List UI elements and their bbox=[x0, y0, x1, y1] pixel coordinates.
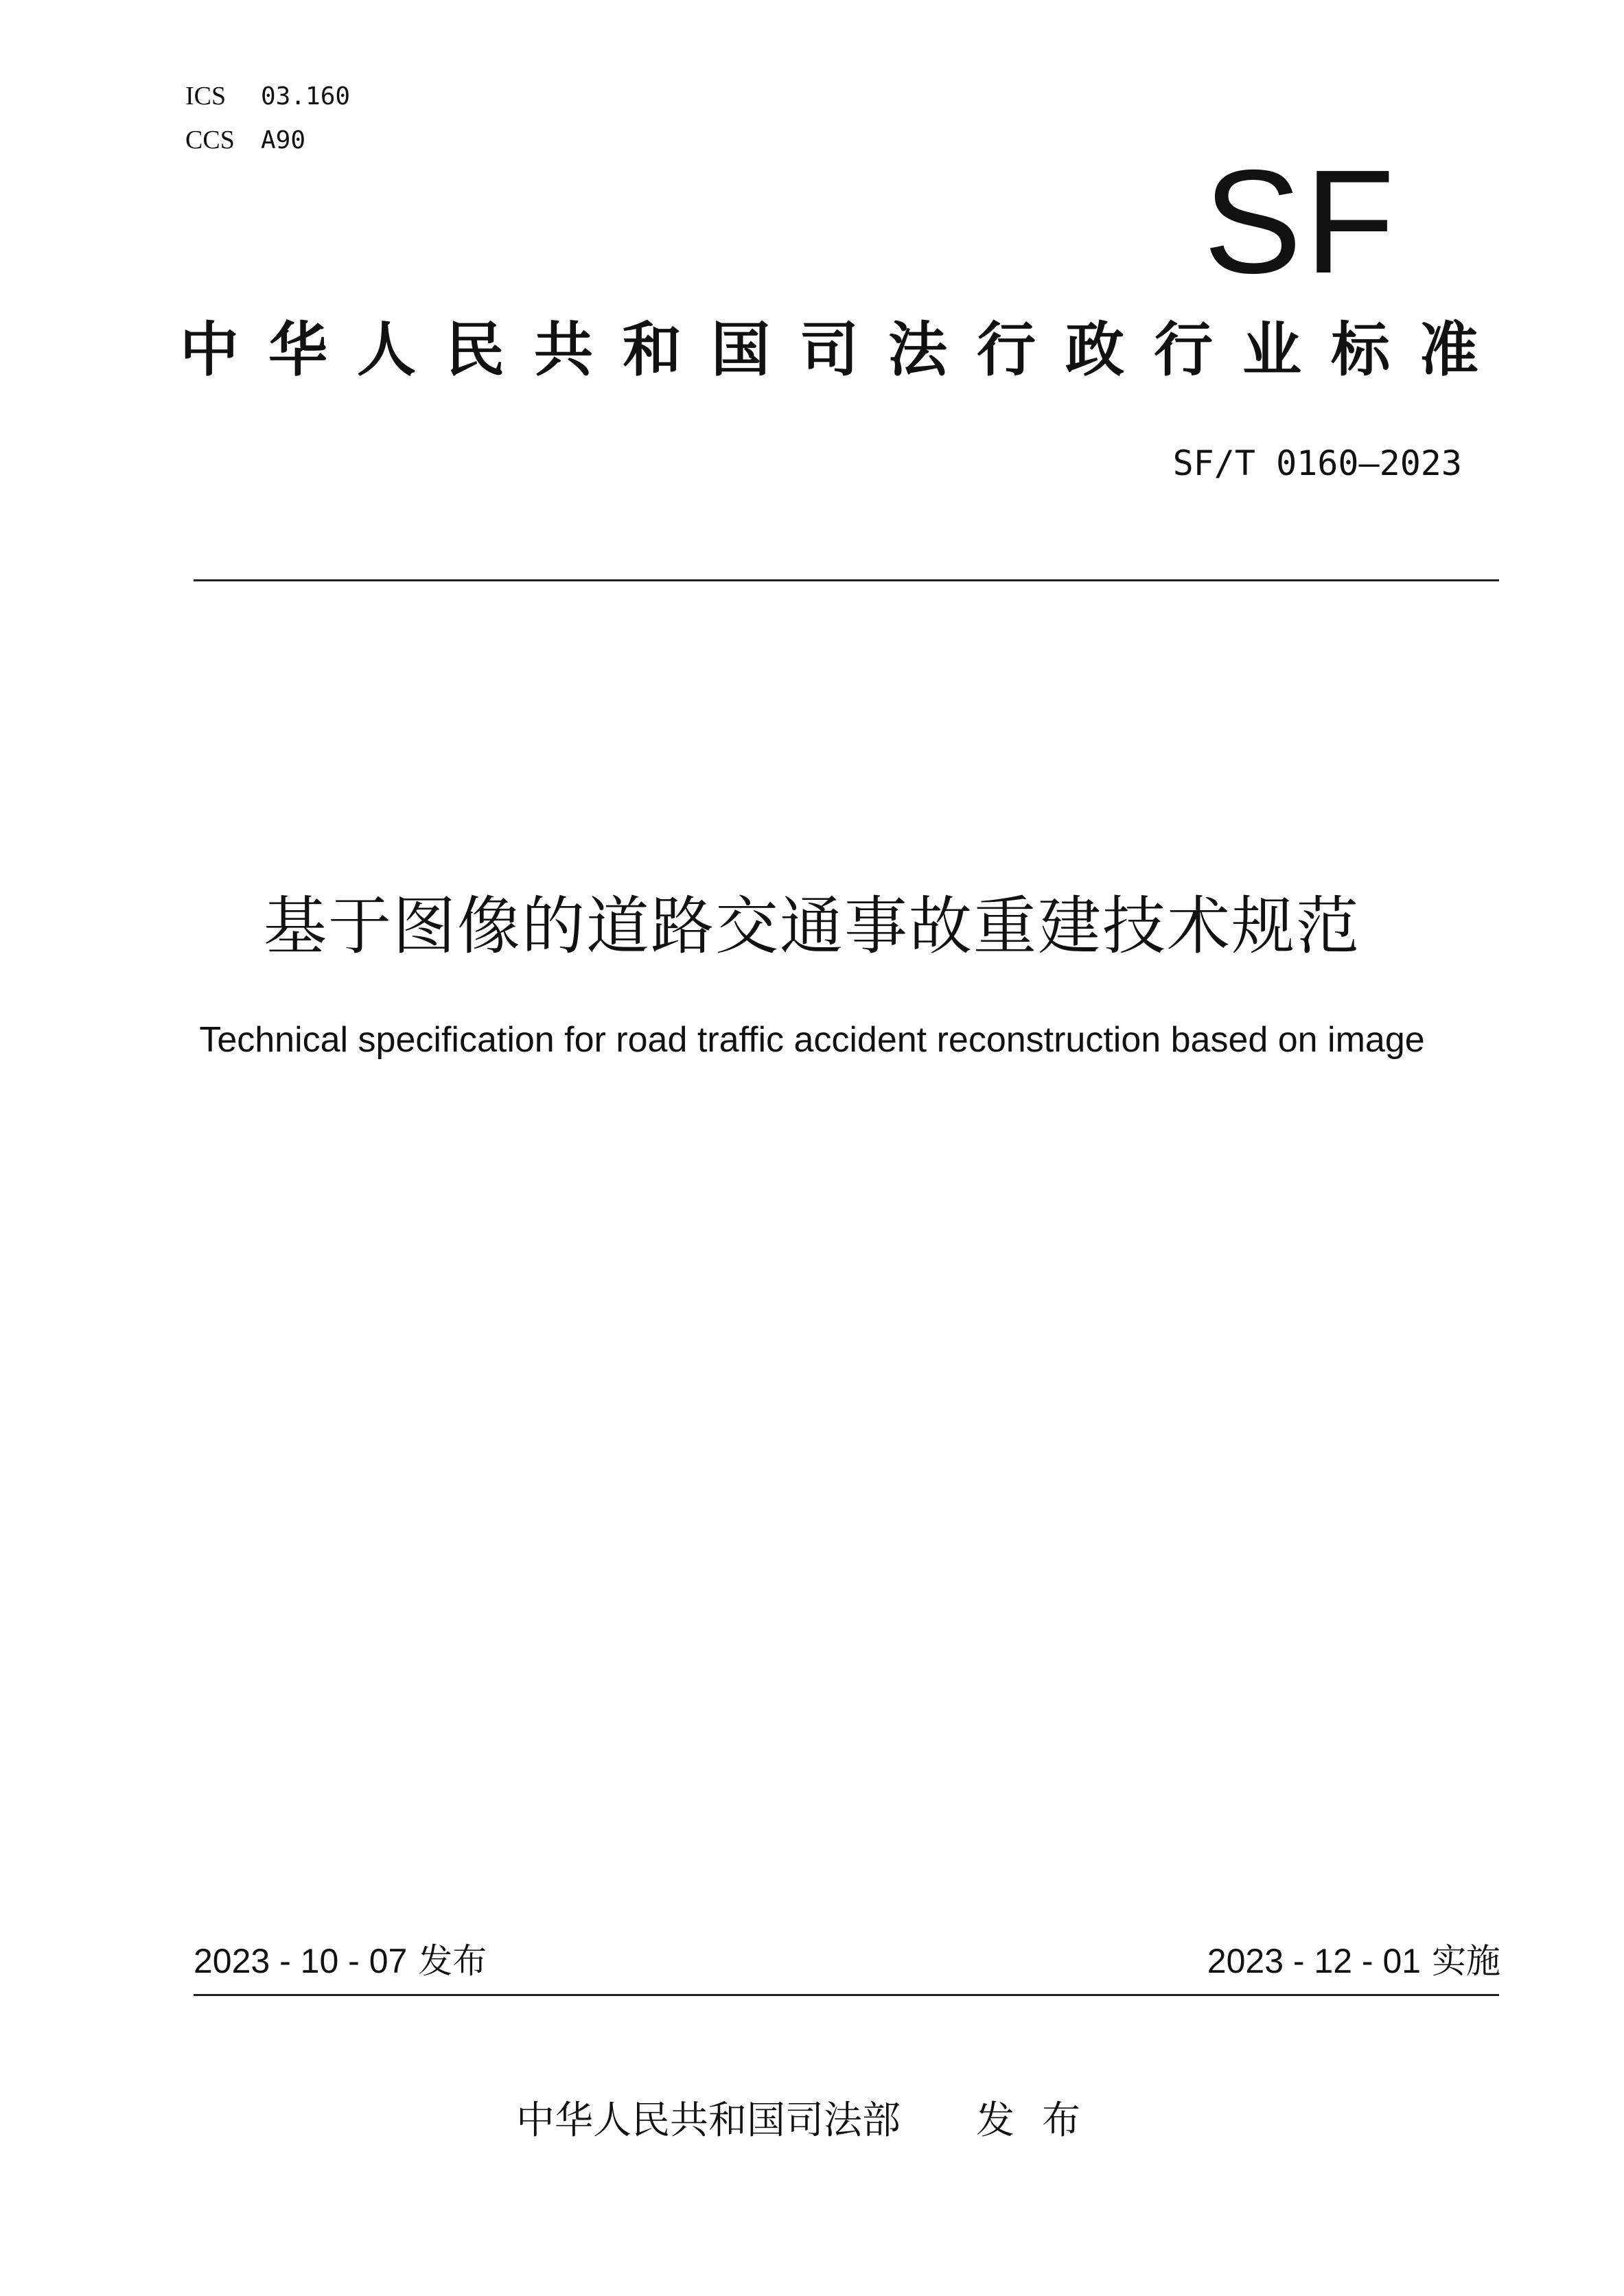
implementation-date-label: 实施 bbox=[1432, 1941, 1500, 1981]
issue-date-block bbox=[194, 1937, 487, 1985]
footer-divider bbox=[194, 1994, 1499, 1996]
ccs-code bbox=[185, 118, 350, 162]
standard-number: SF/T 0160—2023 bbox=[1172, 443, 1462, 483]
issuing-authority bbox=[0, 2094, 1624, 2148]
sf-standard-mark: SF bbox=[1203, 139, 1397, 304]
issue-date-label: 发布 bbox=[418, 1941, 487, 1981]
document-title-chinese: 基于图像的道路交通事故重建技术规范 bbox=[263, 890, 1360, 963]
issue-date: 2023 - 10 - 07 bbox=[194, 1942, 408, 1980]
ccs-label: CCS bbox=[185, 126, 235, 154]
issuer-action: 发布 bbox=[976, 2098, 1108, 2143]
ics-label: ICS bbox=[185, 82, 227, 111]
issuer-name: 中华人民共和国司法部 bbox=[516, 2098, 901, 2143]
ics-code bbox=[185, 74, 350, 118]
document-title-english: Technical specification for road traffic accident reconstruction based on image bbox=[199, 1020, 1425, 1060]
ccs-value: A90 bbox=[261, 126, 306, 154]
implementation-date-block bbox=[1207, 1937, 1500, 1985]
ics-value: 03.160 bbox=[261, 82, 351, 111]
header-divider bbox=[194, 579, 1499, 581]
classification-codes bbox=[185, 74, 350, 162]
implementation-date: 2023 - 12 - 01 bbox=[1207, 1942, 1422, 1980]
standard-category-heading: 中华人民共和国司法行政行业标准 bbox=[180, 316, 1508, 384]
